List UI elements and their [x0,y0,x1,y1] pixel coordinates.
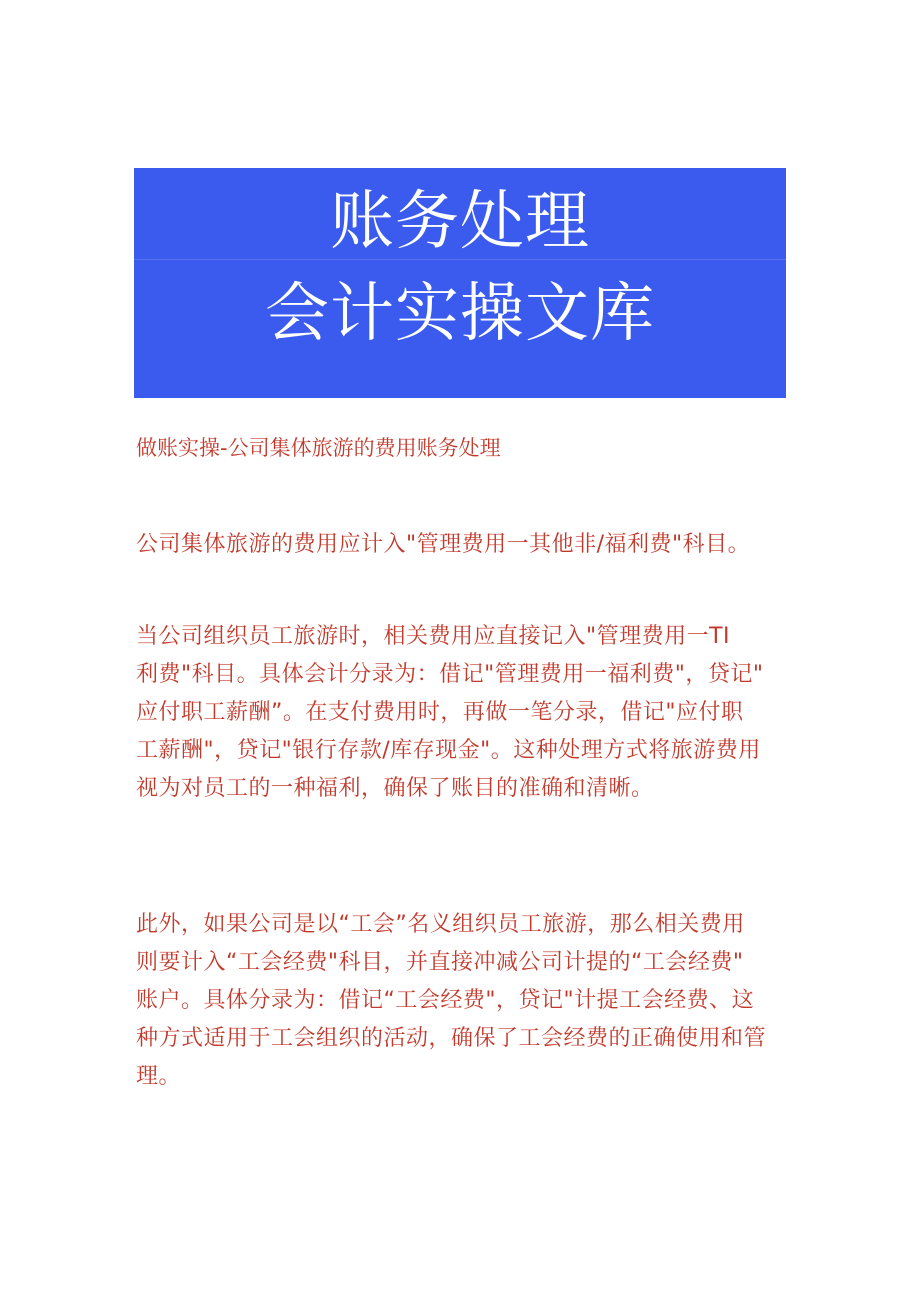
paragraph-3 [136,906,796,1096]
paragraph-line: 此外，如果公司是以“工会”名义组织员工旅游，那么相关费用 [136,912,745,937]
paragraph-1 [136,526,796,564]
title-banner [134,168,786,398]
banner-title: 账务处理 [330,185,590,259]
paragraph-line: 公司集体旅游的费用应计入"管理费用一其他非/福利费"科目。 [136,532,751,557]
paragraph-line: 种方式适用于工会组织的活动，确保了工会经费的正确使用和管 [136,1026,767,1051]
paragraph-line: 理。 [136,1064,182,1089]
paragraph-2 [136,618,796,808]
paragraph-line: 账户。具体分录为：借记“工会经费"，贷记"计提工会经费、这 [136,988,755,1013]
paragraph-line: 视为对员工的一种福利，确保了账目的准确和清晰。 [136,776,654,801]
paragraph-line: 应付职工薪酬”。在支付费用时，再做一笔分录，借记"应付职 [136,700,744,725]
paragraph-line: 当公司组织员工旅游时，相关费用应直接记入"管理费用一TI [136,624,731,649]
article-title: 做账实操-公司集体旅游的费用账务处理 [136,436,501,460]
paragraph-line: 则要计入“工会经费"科目，并直接冲减公司计提的“工会经费" [136,950,744,975]
banner-subtitle: 会计实操文库 [265,277,655,351]
banner-divider [134,259,786,260]
paragraph-line: 利费"科目。具体会计分录为：借记"管理费用一福利费"，贷记" [136,662,764,687]
paragraph-line: 工薪酬"，贷记"银行存款/库存现金"。这种处理方式将旅游费用 [136,738,761,763]
